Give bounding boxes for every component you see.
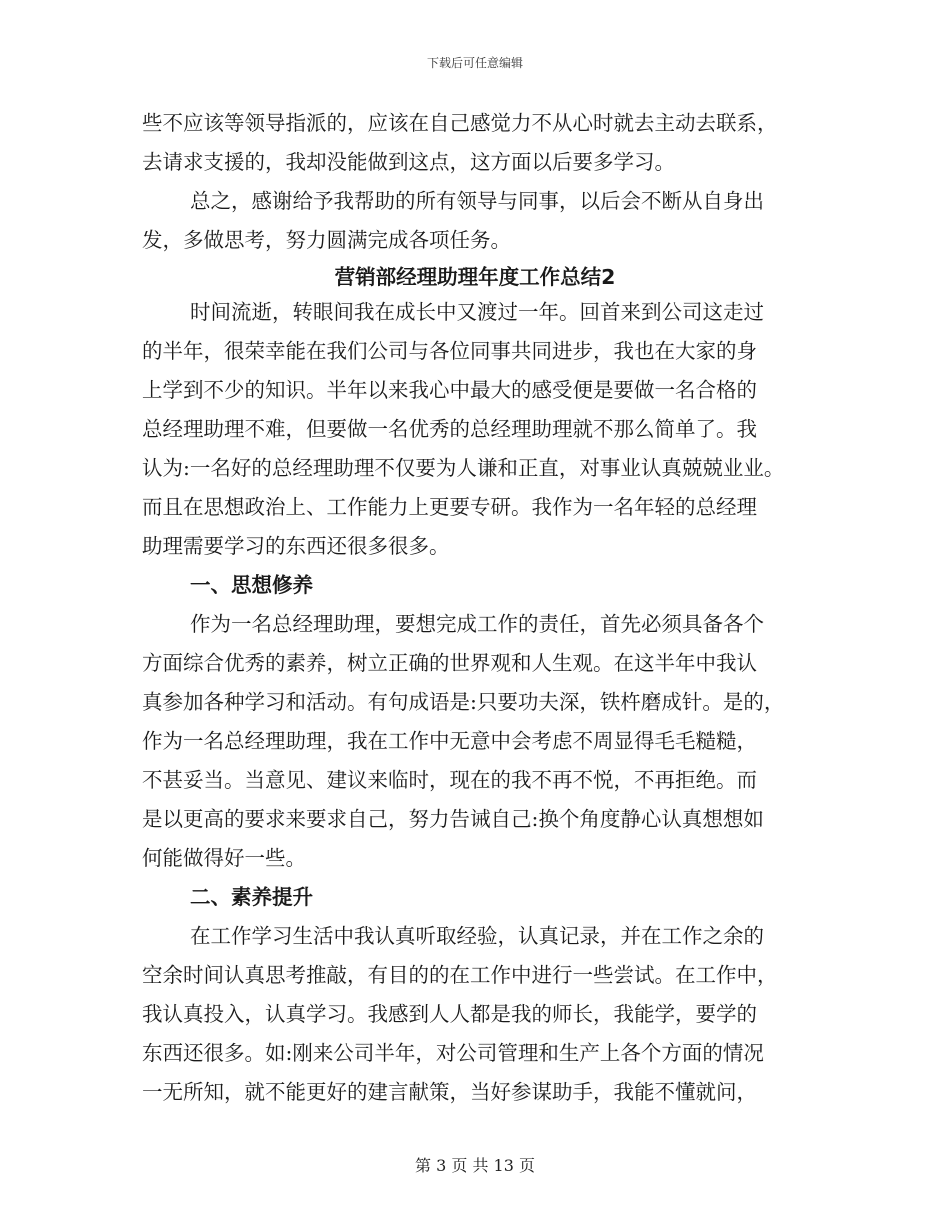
text-line: 空余时间认真思考推敲，有目的的在工作中进行一些尝试。在工作中， xyxy=(142,963,778,987)
text-line: 上学到不少的知识。半年以来我心中最大的感受便是要做一名合格的 xyxy=(142,378,757,402)
text-line: 些不应该等领导指派的，应该在自己感觉力不从心时就去主动去联系， xyxy=(142,111,778,135)
text-line: 去请求支援的，我却没能做到这点，这方面以后要多学习。 xyxy=(142,150,675,174)
heading-thought-cultivation: 一、思想修养 xyxy=(190,573,313,597)
text-line: 总之，感谢给予我帮助的所有领导与同事，以后会不断从自身出 xyxy=(190,189,764,213)
text-line: 是以更高的要求来要求自己，努力告诫自己:换个角度静心认真想想如 xyxy=(142,807,764,831)
text-line: 不甚妥当。当意见、建议来临时，现在的我不再不悦，不再拒绝。而 xyxy=(142,768,757,792)
text-line: 作为一名总经理助理，要想完成工作的责任，首先必须具备各个 xyxy=(190,612,764,636)
text-line: 我认真投入，认真学习。我感到人人都是我的师长，我能学，要学的 xyxy=(142,1002,757,1026)
page-footer: 第 3 页 共 13 页 xyxy=(415,1156,535,1175)
text-line: 在工作学习生活中我认真听取经验，认真记录，并在工作之余的 xyxy=(190,924,764,948)
header-note: 下载后可任意编辑 xyxy=(426,56,523,70)
text-line: 总经理助理不难，但要做一名优秀的总经理助理就不那么简单了。我 xyxy=(142,417,757,441)
heading-quality-improvement: 二、素养提升 xyxy=(190,885,313,909)
text-line: 何能做得好一些。 xyxy=(142,846,306,870)
text-line: 一无所知，就不能更好的建言献策，当好参谋助手，我能不懂就问， xyxy=(142,1080,757,1104)
text-line: 东西还很多。如:刚来公司半年，对公司管理和生产上各个方面的情况 xyxy=(142,1041,764,1065)
text-line: 而且在思想政治上、工作能力上更要专研。我作为一名年轻的总经理 xyxy=(142,495,757,519)
text-line: 助理需要学习的东西还很多很多。 xyxy=(142,534,450,558)
text-line: 的半年，很荣幸能在我们公司与各位同事共同进步，我也在大家的身 xyxy=(142,339,757,363)
section-title: 营销部经理助理年度工作总结2 xyxy=(334,265,616,289)
text-line: 方面综合优秀的素养，树立正确的世界观和人生观。在这半年中我认 xyxy=(142,651,757,675)
text-line: 真参加各种学习和活动。有句成语是:只要功夫深，铁杵磨成针。是的， xyxy=(142,690,785,714)
text-line: 作为一名总经理助理，我在工作中无意中会考虑不周显得毛毛糙糙， xyxy=(142,729,757,753)
text-line: 认为:一名好的总经理助理不仅要为人谦和正直，对事业认真兢兢业业。 xyxy=(142,456,785,480)
text-line: 发，多做思考，努力圆满完成各项任务。 xyxy=(142,228,511,252)
text-line: 时间流逝，转眼间我在成长中又渡过一年。回首来到公司这走过 xyxy=(190,300,764,324)
